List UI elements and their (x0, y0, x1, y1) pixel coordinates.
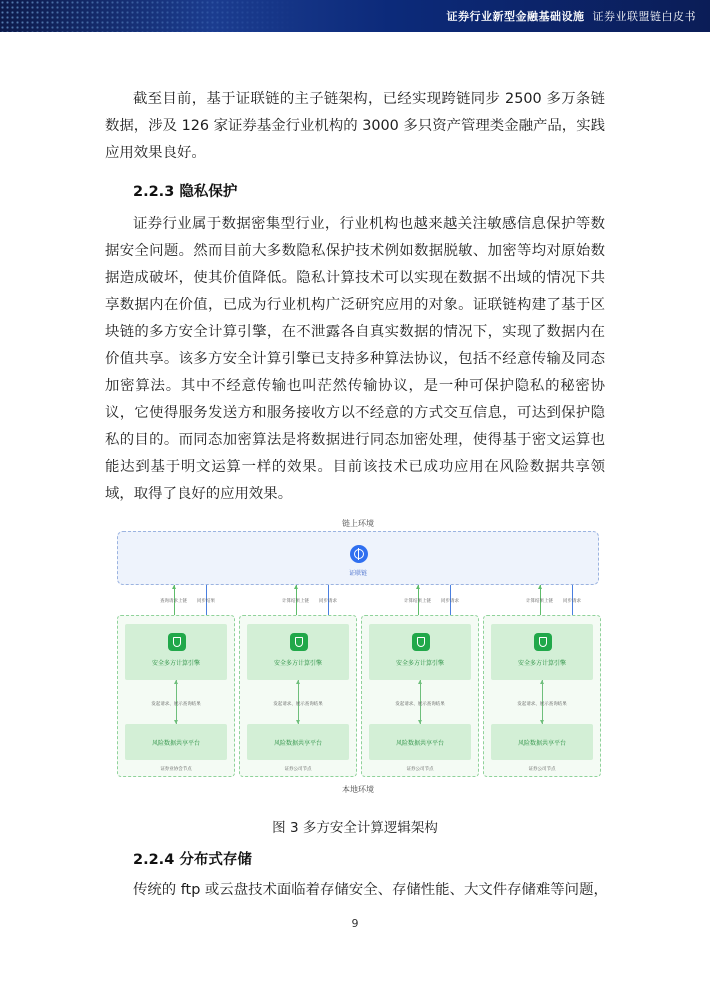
paragraph-storage: 传统的 ftp 或云盘技术面临着存储安全、存储性能、大文件存储难等问题， (133, 882, 608, 898)
risk-platform-box (369, 724, 471, 760)
chain-label: 证联链 (348, 570, 367, 577)
link-up-label: 计算结果上链 (282, 599, 309, 604)
paragraph-intro: 截至目前，基于证联链的主子链架构，已经实现跨链同步 2500 多万条链数据，涉及 126 家证券基金行业机构的 3000 多只资产管理类金融产品，实践应用效果良好。 (105, 91, 605, 161)
header-title (447, 8, 697, 24)
paragraph-privacy: 证券行业属于数据密集型行业，行业机构也越来越关注敏感信息保护等数据安全问题。然而目前大多数隐私保护技术例如数据脱敏、加密等均对原始数据造成破坏，使其价值降低。隐私计算技术可以实现在数据不出域的情况下共享数据内在价值，已成为行业机构广泛研究应用的对象。证联链构建了基于区块链的多方安全计算引擎，在不泄露各自真实数据的情况下，实现了数据内在价值共享。该多方安全计算引擎已支持多种算法协议，包括不经意传输及同态加密算法。其中不经意传输也叫茫然传输协议，是一种可保护隐私的秘密协议，它使得服务发送方和服务接收方以不经意的方式交互信息，可达到保护隐私的目的。而同态加密算法是将数据进行同态加密处理，使得基于密文运算也能达到基于明文运算一样的效果。目前该技术已成功应用在风险数据共享领域，取得了良好的应用效果。 (105, 216, 605, 502)
risk-platform-label: 风险数据共享平台 (273, 740, 322, 747)
risk-platform-label: 风险数据共享平台 (395, 740, 444, 747)
header-title-sub: 证券业联盟链白皮书 (592, 10, 696, 23)
chain-box (117, 531, 599, 585)
risk-platform-label: 风险数据共享平台 (151, 740, 200, 747)
node-name: 证券公司节点 (528, 767, 556, 772)
link-down-label: 同步结果 (197, 599, 215, 604)
mpc-engine-box (369, 624, 471, 680)
node-name: 证券公司节点 (284, 767, 312, 772)
risk-platform-box (491, 724, 593, 760)
node-box (361, 615, 479, 777)
mpc-architecture-diagram (112, 512, 604, 796)
risk-platform-box (247, 724, 349, 760)
on-chain-env-label: 链上环境 (342, 519, 374, 528)
link-down-label: 同步请求 (441, 599, 459, 604)
figure-caption: 图 3 多方安全计算逻辑架构 (272, 820, 438, 836)
node-name: 证券业协会节点 (160, 767, 192, 772)
link-up-label: 计算结果上链 (526, 599, 553, 604)
mpc-engine-label: 安全多方计算引擎 (517, 660, 566, 667)
section-heading-storage: 2.2.4 分布式存储 (133, 852, 252, 868)
local-env-label: 本地环境 (342, 785, 374, 794)
node-box (239, 615, 357, 777)
mpc-engine-label: 安全多方计算引擎 (395, 660, 444, 667)
request-result-label: 发起请求、展示查询结果 (517, 702, 567, 707)
node-name: 证券公司节点 (406, 767, 434, 772)
risk-platform-box (125, 724, 227, 760)
mpc-engine-box (125, 624, 227, 680)
link-down-label: 同步请求 (319, 599, 337, 604)
page-header-band (0, 0, 710, 32)
mpc-engine-box (247, 624, 349, 680)
node-box (483, 615, 601, 777)
link-up-label: 计算结果上链 (404, 599, 431, 604)
mpc-engine-label: 安全多方计算引擎 (273, 660, 322, 667)
mpc-engine-box (491, 624, 593, 680)
request-result-label: 发起请求、展示查询结果 (151, 702, 201, 707)
shield-icon (412, 633, 430, 651)
request-result-label: 发起请求、展示查询结果 (273, 702, 323, 707)
header-title-main: 证券行业新型金融基础设施 (446, 10, 585, 23)
section-heading-privacy: 2.2.3 隐私保护 (133, 184, 238, 200)
shield-icon (290, 633, 308, 651)
chain-globe-icon (350, 545, 368, 563)
shield-icon (168, 633, 186, 651)
node-box (117, 615, 235, 777)
shield-icon (534, 633, 552, 651)
link-up-label: 查询请求上链 (160, 599, 187, 604)
risk-platform-label: 风险数据共享平台 (517, 740, 566, 747)
header-dot-pattern (0, 0, 300, 32)
link-down-label: 同步请求 (563, 599, 581, 604)
page-number: 9 (351, 917, 359, 930)
mpc-engine-label: 安全多方计算引擎 (151, 660, 200, 667)
request-result-label: 发起请求、展示查询结果 (395, 702, 445, 707)
